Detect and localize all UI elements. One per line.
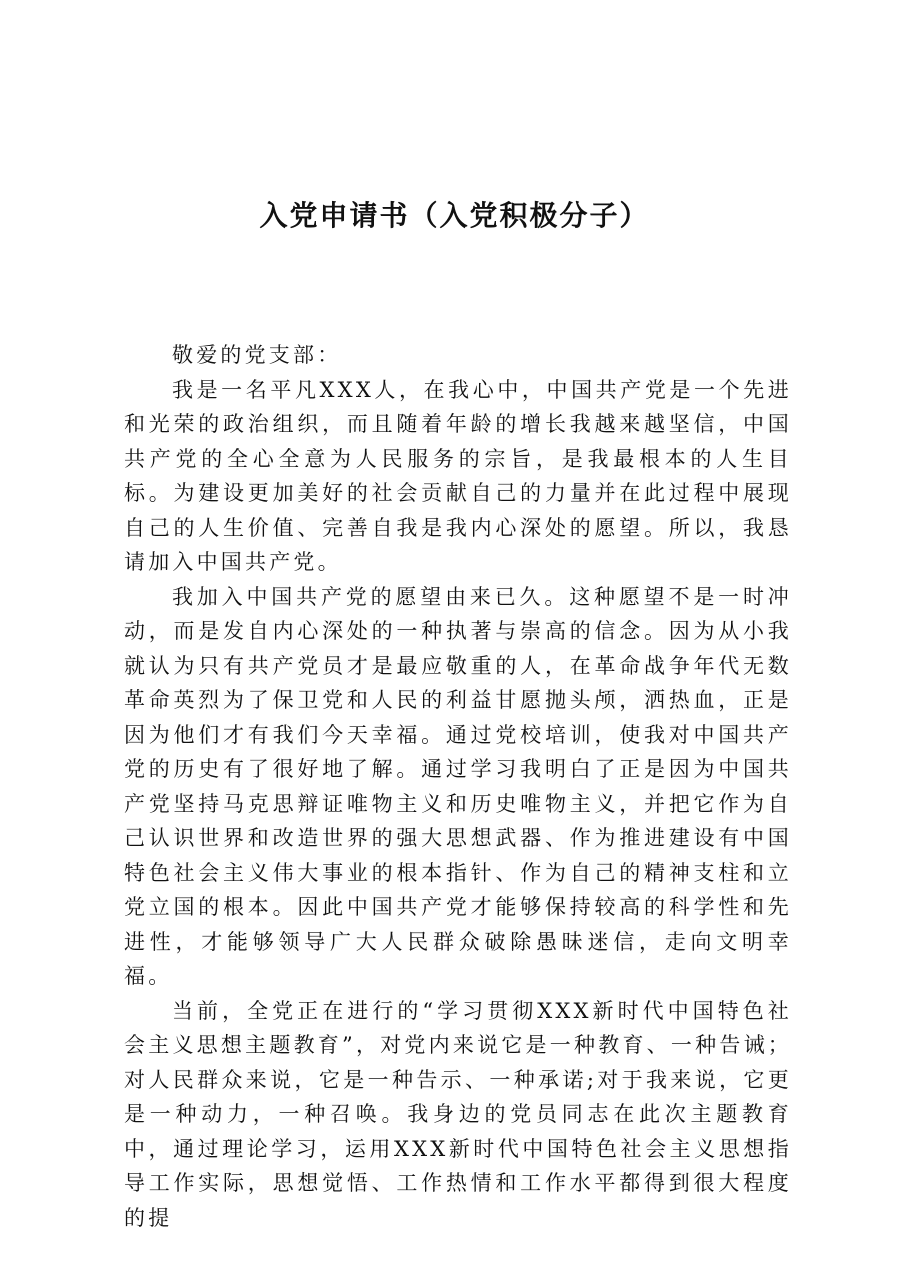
document-body bbox=[124, 338, 792, 1235]
paragraph-1: 我是一名平凡XXX人，在我心中，中国共产党是一个先进和光荣的政治组织，而且随着年龄的增长我越来越坚信，中国共产党的全心全意为人民服务的宗旨，是我最根本的人生目标。为建设更加美好的社会贡献自己的力量并在此过程中展现自己的人生价值、完善自我是我内心深处的愿望。所以，我恳请加入中国共产党。 bbox=[124, 377, 792, 574]
salutation: 敬爱的党支部： bbox=[172, 343, 342, 367]
paragraph-2: 我加入中国共产党的愿望由来已久。这种愿望不是一时冲动，而是发自内心深处的一种执著与崇高的信念。因为从小我就认为只有共产党员才是最应敬重的人，在革命战争年代无数革命英烈为了保卫党和人民的利益甘愿抛头颅，洒热血，正是因为他们才有我们今天幸福。通过党校培训，使我对中国共产党的历史有了很好地了解。通过学习我明白了正是因为中国共产党坚持马克思辩证唯物主义和历史唯物主义，并把它作为自己认识世界和改造世界的强大思想武器、作为推进建设有中国特色社会主义伟大事业的根本指针、作为自己的精神支柱和立党立国的根本。因此中国共产党才能够保持较高的科学性和先进性，才能够领导广大人民群众破除愚昧迷信，走向文明幸福。 bbox=[124, 584, 792, 988]
document-title: 入党申请书（入党积极分子） bbox=[259, 199, 650, 232]
paragraph-3: 当前，全党正在进行的“学习贯彻XXX新时代中国特色社会主义思想主题教育”，对党内来说它是一种教育、一种告诫；对人民群众来说，它是一种告示、一种承诺;对于我来说，它更是一种动力，一种召唤。我身边的党员同志在此次主题教育中，通过理论学习，运用XXX新时代中国特色社会主义思想指导工作实际，思想觉悟、工作热情和工作水平都得到很大程度的提 bbox=[124, 998, 792, 1230]
